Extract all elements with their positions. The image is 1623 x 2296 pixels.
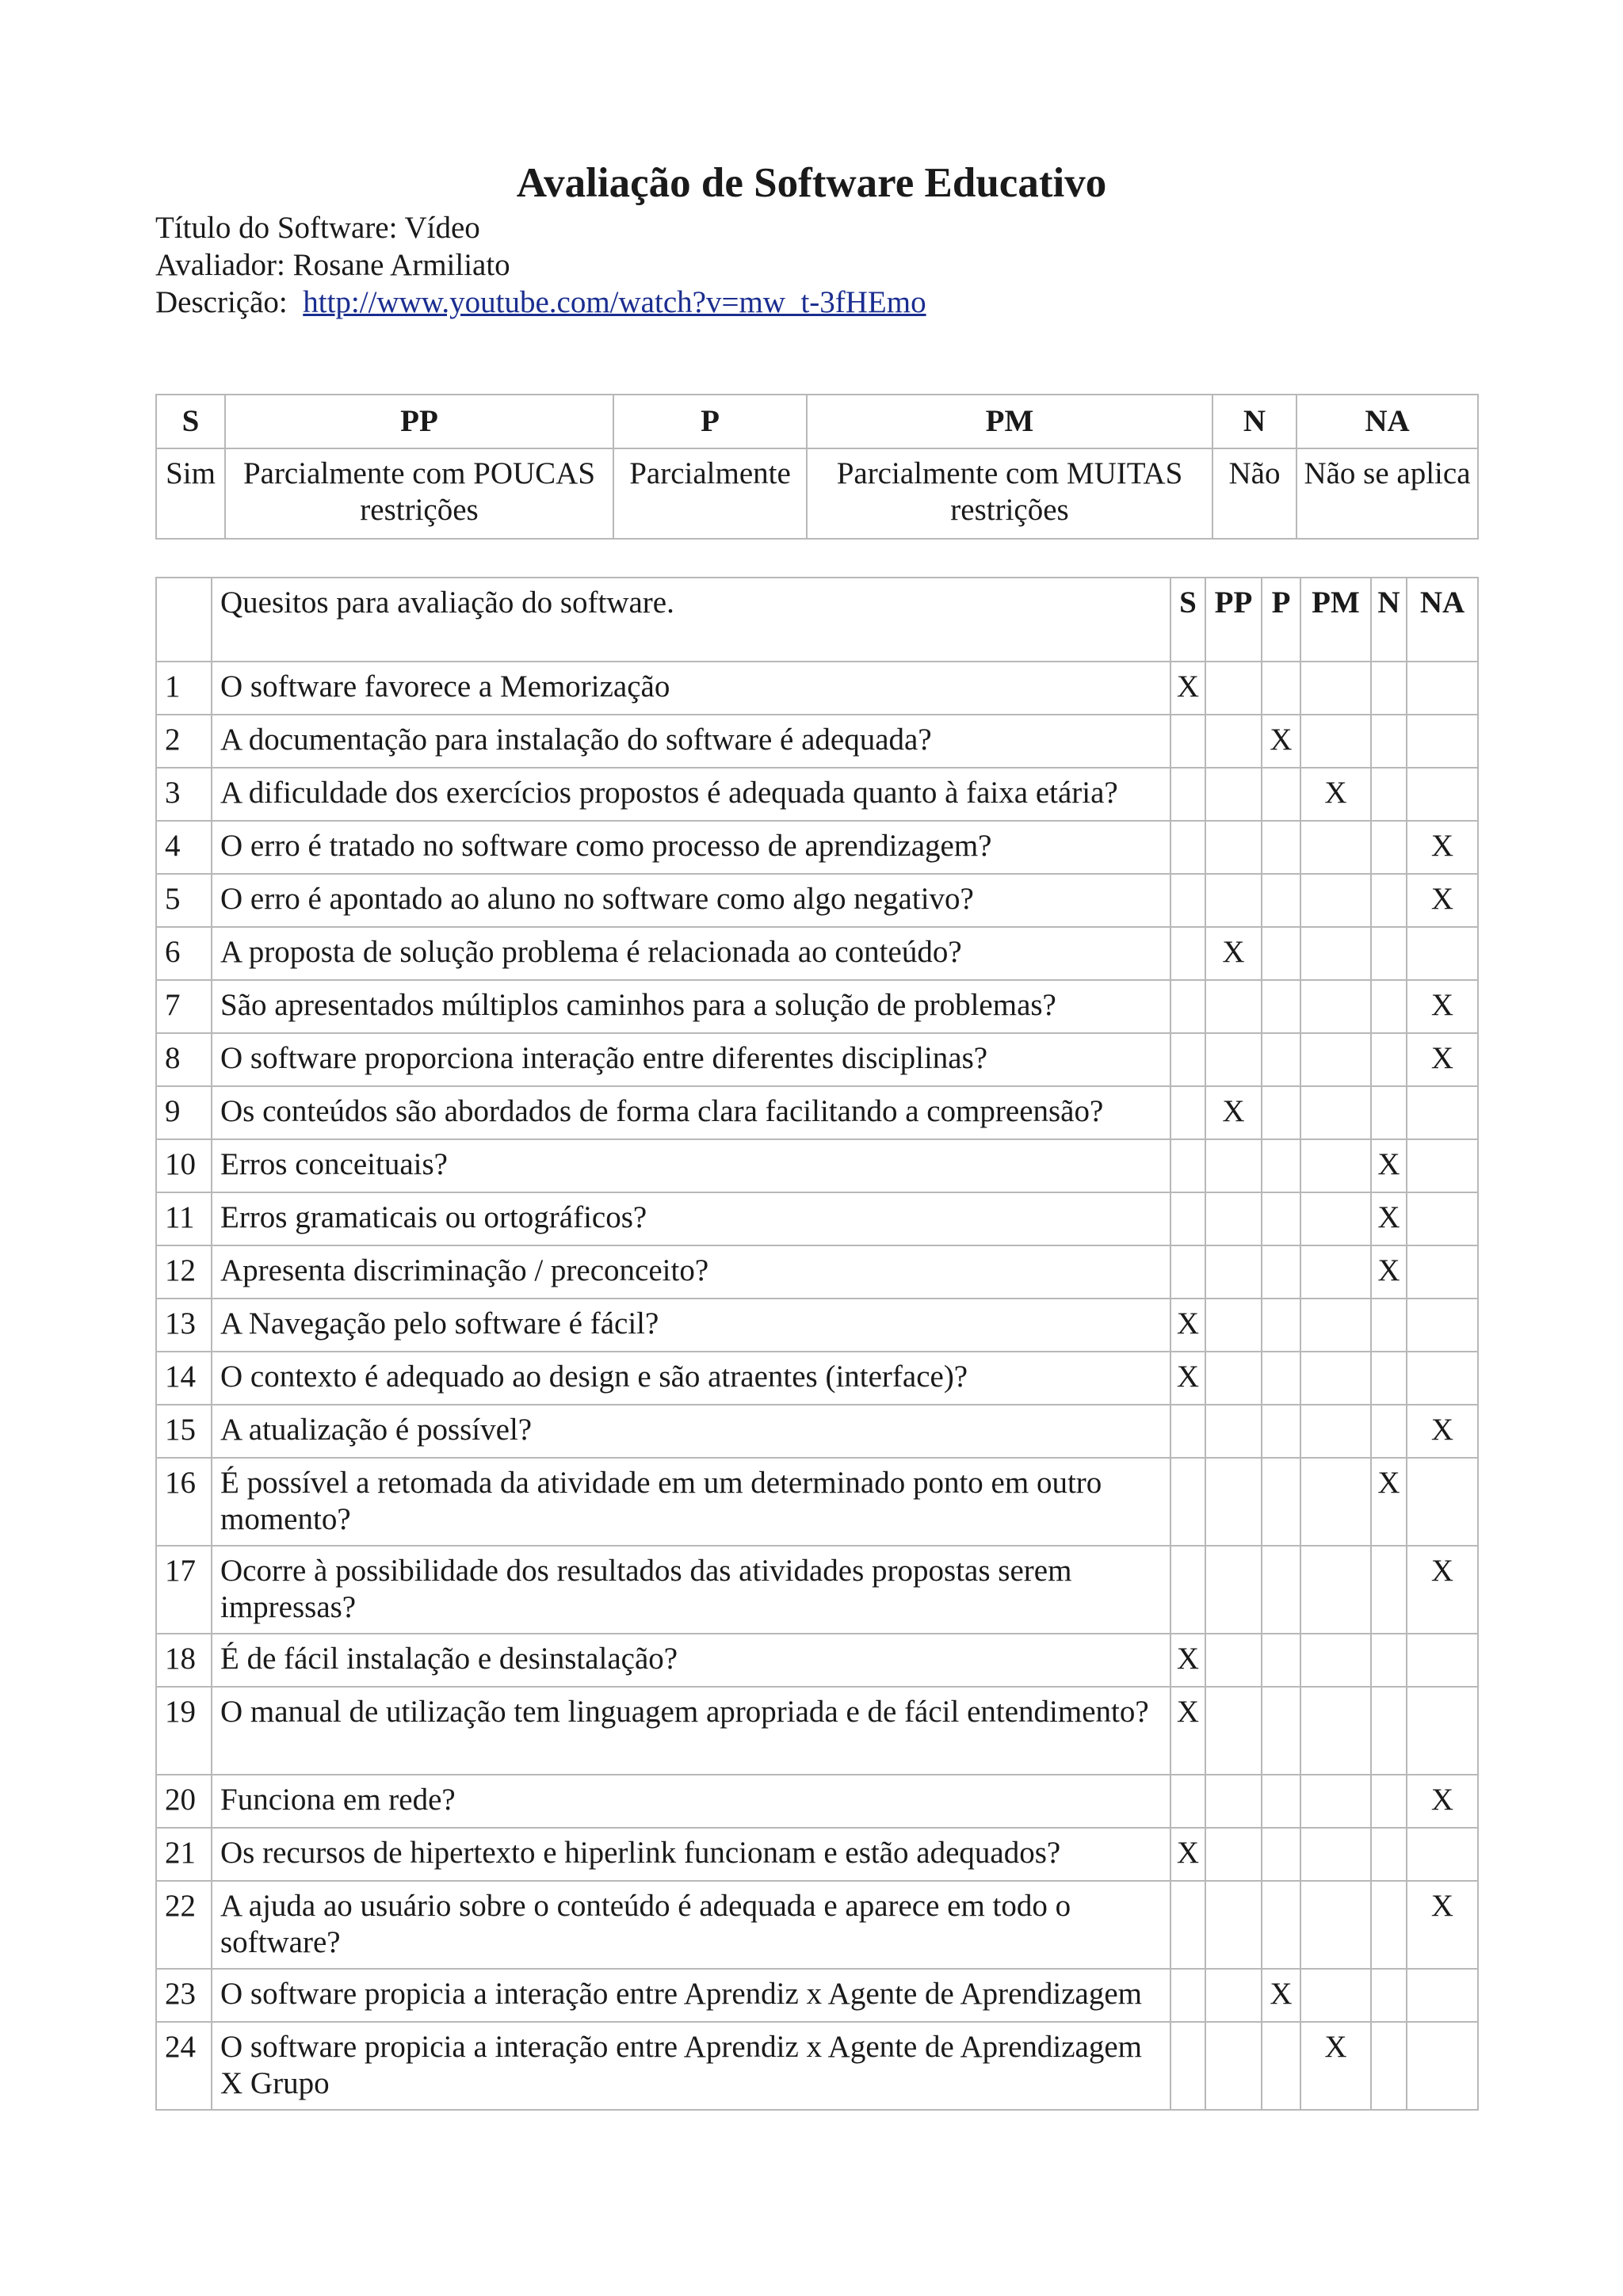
table-row	[156, 1969, 1478, 2022]
rating-cell-s	[1170, 1775, 1205, 1828]
legend-code: N	[1212, 395, 1296, 448]
rating-cell-p	[1262, 1352, 1300, 1405]
row-number: 19	[156, 1687, 212, 1775]
rating-cell-n	[1371, 2022, 1407, 2110]
rating-cell-n	[1371, 1775, 1407, 1828]
rating-cell-n	[1371, 1033, 1407, 1086]
rating-cell-p	[1262, 2022, 1300, 2110]
row-question: Erros gramaticais ou ortográficos?	[212, 1192, 1170, 1245]
row-question: O contexto é adequado ao design e são atraentes (interface)?	[212, 1352, 1170, 1405]
rating-cell-s	[1170, 1969, 1205, 2022]
rating-cell-s	[1170, 1139, 1205, 1192]
rating-cell-pm	[1300, 1775, 1371, 1828]
rating-cell-s: X	[1170, 1352, 1205, 1405]
rating-cell-pm	[1300, 1881, 1371, 1969]
table-row	[156, 874, 1478, 927]
rating-cell-n	[1371, 821, 1407, 874]
rating-cell-p	[1262, 1634, 1300, 1687]
rating-cell-p	[1262, 1828, 1300, 1881]
table-row	[156, 1033, 1478, 1086]
rating-cell-s	[1170, 1458, 1205, 1546]
header-column: S	[1170, 578, 1205, 662]
rating-cell-na	[1407, 1192, 1478, 1245]
rating-cell-n	[1371, 980, 1407, 1033]
row-question: O software propicia a interação entre Aprendiz x Agente de Aprendizagem X Grupo	[212, 2022, 1170, 2110]
rating-cell-pp	[1205, 1405, 1262, 1458]
rating-cell-pm	[1300, 1405, 1371, 1458]
legend-code: PM	[807, 395, 1212, 448]
rating-cell-pp	[1205, 1139, 1262, 1192]
rating-cell-p	[1262, 874, 1300, 927]
rating-cell-pp	[1205, 1192, 1262, 1245]
rating-cell-s	[1170, 1033, 1205, 1086]
rating-cell-pp	[1205, 715, 1262, 768]
rating-cell-pp	[1205, 1634, 1262, 1687]
rating-cell-s: X	[1170, 1687, 1205, 1775]
rating-cell-pm	[1300, 1546, 1371, 1634]
row-number: 14	[156, 1352, 212, 1405]
rating-cell-n: X	[1371, 1139, 1407, 1192]
rating-cell-p	[1262, 1775, 1300, 1828]
row-number: 16	[156, 1458, 212, 1546]
rating-cell-pp	[1205, 662, 1262, 715]
table-row	[156, 1405, 1478, 1458]
rating-cell-pp	[1205, 1033, 1262, 1086]
rating-cell-pm	[1300, 1634, 1371, 1687]
row-question: O erro é apontado ao aluno no software como algo negativo?	[212, 874, 1170, 927]
rating-cell-na: X	[1407, 821, 1478, 874]
rating-cell-n	[1371, 874, 1407, 927]
rating-cell-na	[1407, 768, 1478, 821]
rating-cell-n	[1371, 1634, 1407, 1687]
row-question: Os recursos de hipertexto e hiperlink funcionam e estão adequados?	[212, 1828, 1170, 1881]
rating-cell-n: X	[1371, 1245, 1407, 1299]
table-row	[156, 1352, 1478, 1405]
legend-meaning: Parcialmente com POUCAS restrições	[225, 448, 613, 539]
header-column: N	[1371, 578, 1407, 662]
rating-cell-na: X	[1407, 1546, 1478, 1634]
rating-cell-n	[1371, 1352, 1407, 1405]
header-number-cell	[156, 578, 212, 662]
rating-cell-pm	[1300, 1458, 1371, 1546]
rating-cell-na	[1407, 1458, 1478, 1546]
table-row	[156, 715, 1478, 768]
rating-cell-p	[1262, 1405, 1300, 1458]
rating-cell-pp	[1205, 768, 1262, 821]
table-row	[156, 1086, 1478, 1139]
row-number: 20	[156, 1775, 212, 1828]
table-row	[156, 1299, 1478, 1352]
rating-cell-s: X	[1170, 1299, 1205, 1352]
rating-cell-na	[1407, 1828, 1478, 1881]
rating-cell-pm	[1300, 1687, 1371, 1775]
evaluation-header-row	[156, 578, 1478, 662]
row-question: A documentação para instalação do software é adequada?	[212, 715, 1170, 768]
rating-cell-pp	[1205, 821, 1262, 874]
row-number: 12	[156, 1245, 212, 1299]
row-question: A proposta de solução problema é relacionada ao conteúdo?	[212, 927, 1170, 980]
row-number: 7	[156, 980, 212, 1033]
rating-cell-p	[1262, 1086, 1300, 1139]
row-number: 15	[156, 1405, 212, 1458]
rating-cell-s	[1170, 874, 1205, 927]
row-number: 8	[156, 1033, 212, 1086]
legend-codes-row	[156, 395, 1478, 448]
legend-meaning: Sim	[156, 448, 225, 539]
rating-cell-na	[1407, 715, 1478, 768]
table-row	[156, 1458, 1478, 1546]
rating-cell-p	[1262, 1299, 1300, 1352]
row-question: São apresentados múltiplos caminhos para a solução de problemas?	[212, 980, 1170, 1033]
row-number: 6	[156, 927, 212, 980]
rating-cell-n	[1371, 1086, 1407, 1139]
rating-cell-p	[1262, 1546, 1300, 1634]
rating-cell-s	[1170, 980, 1205, 1033]
table-row	[156, 2022, 1478, 2110]
rating-cell-pp	[1205, 1828, 1262, 1881]
row-number: 10	[156, 1139, 212, 1192]
description-line	[155, 284, 926, 322]
table-row	[156, 1139, 1478, 1192]
header-column: PM	[1300, 578, 1371, 662]
rating-cell-s: X	[1170, 1634, 1205, 1687]
rating-cell-pp	[1205, 1546, 1262, 1634]
rating-cell-n	[1371, 1687, 1407, 1775]
rating-cell-pm	[1300, 927, 1371, 980]
row-number: 4	[156, 821, 212, 874]
header-column: NA	[1407, 578, 1478, 662]
rating-cell-pm	[1300, 1192, 1371, 1245]
row-number: 1	[156, 662, 212, 715]
rating-cell-na: X	[1407, 1775, 1478, 1828]
row-number: 3	[156, 768, 212, 821]
rating-cell-s: X	[1170, 662, 1205, 715]
rating-cell-n	[1371, 1299, 1407, 1352]
rating-cell-pm	[1300, 1969, 1371, 2022]
rating-cell-n	[1371, 768, 1407, 821]
rating-cell-pp	[1205, 2022, 1262, 2110]
rating-cell-na	[1407, 1086, 1478, 1139]
rating-cell-p: X	[1262, 1969, 1300, 2022]
software-title-line: Título do Software: Vídeo	[155, 211, 480, 245]
legend-meaning: Não	[1212, 448, 1296, 539]
rating-cell-s	[1170, 1245, 1205, 1299]
rating-cell-na: X	[1407, 1405, 1478, 1458]
rating-cell-n	[1371, 1881, 1407, 1969]
rating-cell-pp	[1205, 1969, 1262, 2022]
rating-cell-s: X	[1170, 1828, 1205, 1881]
rating-cell-pm	[1300, 715, 1371, 768]
rating-cell-n	[1371, 927, 1407, 980]
rating-cell-s	[1170, 1086, 1205, 1139]
rating-cell-na	[1407, 1687, 1478, 1775]
rating-cell-n	[1371, 715, 1407, 768]
row-question: Os conteúdos são abordados de forma clara facilitando a compreensão?	[212, 1086, 1170, 1139]
row-question: O software favorece a Memorização	[212, 662, 1170, 715]
rating-cell-p	[1262, 1881, 1300, 1969]
rating-cell-p	[1262, 821, 1300, 874]
description-label: Descrição:	[155, 285, 288, 319]
evaluation-table	[155, 577, 1479, 2111]
row-number: 13	[156, 1299, 212, 1352]
table-row	[156, 1881, 1478, 1969]
row-question: O software propicia a interação entre Aprendiz x Agente de Aprendizagem	[212, 1969, 1170, 2022]
rating-cell-pp	[1205, 1245, 1262, 1299]
rating-cell-na: X	[1407, 874, 1478, 927]
rating-cell-s	[1170, 715, 1205, 768]
rating-cell-na: X	[1407, 1881, 1478, 1969]
legend-table	[155, 394, 1479, 540]
row-question: Erros conceituais?	[212, 1139, 1170, 1192]
rating-cell-s	[1170, 1546, 1205, 1634]
rating-cell-p	[1262, 1033, 1300, 1086]
row-question: O erro é tratado no software como processo de aprendizagem?	[212, 821, 1170, 874]
legend-meaning: Parcialmente com MUITAS restrições	[807, 448, 1212, 539]
row-question: É de fácil instalação e desinstalação?	[212, 1634, 1170, 1687]
rating-cell-na	[1407, 1352, 1478, 1405]
table-row	[156, 1828, 1478, 1881]
row-question: A dificuldade dos exercícios propostos é adequada quanto à faixa etária?	[212, 768, 1170, 821]
rating-cell-n	[1371, 1546, 1407, 1634]
rating-cell-na	[1407, 1245, 1478, 1299]
rating-cell-pp	[1205, 1687, 1262, 1775]
table-row	[156, 1245, 1478, 1299]
row-question: A ajuda ao usuário sobre o conteúdo é adequada e aparece em todo o software?	[212, 1881, 1170, 1969]
rating-cell-s	[1170, 1192, 1205, 1245]
rating-cell-pp	[1205, 980, 1262, 1033]
rating-cell-n: X	[1371, 1192, 1407, 1245]
rating-cell-na	[1407, 2022, 1478, 2110]
rating-cell-pp	[1205, 1352, 1262, 1405]
rating-cell-pm	[1300, 980, 1371, 1033]
rating-cell-na: X	[1407, 980, 1478, 1033]
rating-cell-p	[1262, 980, 1300, 1033]
table-row	[156, 1192, 1478, 1245]
row-question: É possível a retomada da atividade em um determinado ponto em outro momento?	[212, 1458, 1170, 1546]
rating-cell-pm	[1300, 1299, 1371, 1352]
row-number: 21	[156, 1828, 212, 1881]
rating-cell-pp	[1205, 1775, 1262, 1828]
rating-cell-n	[1371, 1405, 1407, 1458]
rating-cell-pp	[1205, 1299, 1262, 1352]
legend-meaning: Não se aplica	[1296, 448, 1478, 539]
row-number: 18	[156, 1634, 212, 1687]
rating-cell-na	[1407, 662, 1478, 715]
row-question: O software proporciona interação entre diferentes disciplinas?	[212, 1033, 1170, 1086]
row-question: A atualização é possível?	[212, 1405, 1170, 1458]
row-number: 24	[156, 2022, 212, 2110]
rating-cell-na	[1407, 1969, 1478, 2022]
rating-cell-n: X	[1371, 1458, 1407, 1546]
legend-meaning: Parcialmente	[613, 448, 807, 539]
rating-cell-pm	[1300, 662, 1371, 715]
row-number: 5	[156, 874, 212, 927]
header-question-cell: Quesitos para avaliação do software.	[212, 578, 1170, 662]
row-number: 11	[156, 1192, 212, 1245]
row-question: O manual de utilização tem linguagem apropriada e de fácil entendimento?	[212, 1687, 1170, 1775]
rating-cell-pm	[1300, 1245, 1371, 1299]
table-row	[156, 1687, 1478, 1775]
rating-cell-na	[1407, 1634, 1478, 1687]
rating-cell-na	[1407, 1139, 1478, 1192]
rating-cell-pm	[1300, 874, 1371, 927]
rating-cell-p	[1262, 1458, 1300, 1546]
rating-cell-p	[1262, 1192, 1300, 1245]
rating-cell-pp	[1205, 1881, 1262, 1969]
table-row	[156, 927, 1478, 980]
legend-code: PP	[225, 395, 613, 448]
row-number: 17	[156, 1546, 212, 1634]
rating-cell-s	[1170, 2022, 1205, 2110]
row-number: 9	[156, 1086, 212, 1139]
table-row	[156, 662, 1478, 715]
rating-cell-s	[1170, 821, 1205, 874]
table-row	[156, 1634, 1478, 1687]
rating-cell-pm	[1300, 1828, 1371, 1881]
table-row	[156, 768, 1478, 821]
rating-cell-pp: X	[1205, 927, 1262, 980]
rating-cell-pm: X	[1300, 768, 1371, 821]
row-question: Ocorre à possibilidade dos resultados das atividades propostas serem impressas?	[212, 1546, 1170, 1634]
rating-cell-s	[1170, 927, 1205, 980]
rating-cell-pm	[1300, 1139, 1371, 1192]
evaluator-line: Avaliador: Rosane Armiliato	[155, 248, 510, 282]
rating-cell-na	[1407, 927, 1478, 980]
rating-cell-p	[1262, 927, 1300, 980]
row-number: 2	[156, 715, 212, 768]
rating-cell-na	[1407, 1299, 1478, 1352]
rating-cell-p	[1262, 1245, 1300, 1299]
rating-cell-p	[1262, 1687, 1300, 1775]
rating-cell-pp	[1205, 874, 1262, 927]
rating-cell-p	[1262, 662, 1300, 715]
document-title: Avaliação de Software Educativo	[516, 160, 1107, 206]
legend-code: P	[613, 395, 807, 448]
table-row	[156, 980, 1478, 1033]
legend-code: S	[156, 395, 225, 448]
row-number: 22	[156, 1881, 212, 1969]
rating-cell-p	[1262, 768, 1300, 821]
row-question: A Navegação pelo software é fácil?	[212, 1299, 1170, 1352]
rating-cell-na: X	[1407, 1033, 1478, 1086]
rating-cell-p	[1262, 1139, 1300, 1192]
rating-cell-s	[1170, 1405, 1205, 1458]
row-number: 23	[156, 1969, 212, 2022]
rating-cell-n	[1371, 662, 1407, 715]
header-column: P	[1262, 578, 1300, 662]
rating-cell-pp	[1205, 1458, 1262, 1546]
row-question: Apresenta discriminação / preconceito?	[212, 1245, 1170, 1299]
legend-code: NA	[1296, 395, 1478, 448]
table-row	[156, 1775, 1478, 1828]
rating-cell-p: X	[1262, 715, 1300, 768]
rating-cell-s	[1170, 768, 1205, 821]
legend-meanings-row	[156, 448, 1478, 539]
rating-cell-n	[1371, 1828, 1407, 1881]
description-link[interactable]: http://www.youtube.com/watch?v=mw_t-3fHEmo	[303, 285, 926, 319]
table-row	[156, 1546, 1478, 1634]
rating-cell-pm	[1300, 821, 1371, 874]
rating-cell-pm	[1300, 1086, 1371, 1139]
table-row	[156, 821, 1478, 874]
rating-cell-pp: X	[1205, 1086, 1262, 1139]
row-question: Funciona em rede?	[212, 1775, 1170, 1828]
rating-cell-pm	[1300, 1033, 1371, 1086]
rating-cell-pm	[1300, 1352, 1371, 1405]
rating-cell-n	[1371, 1969, 1407, 2022]
header-column: PP	[1205, 578, 1262, 662]
rating-cell-s	[1170, 1881, 1205, 1969]
rating-cell-pm: X	[1300, 2022, 1371, 2110]
